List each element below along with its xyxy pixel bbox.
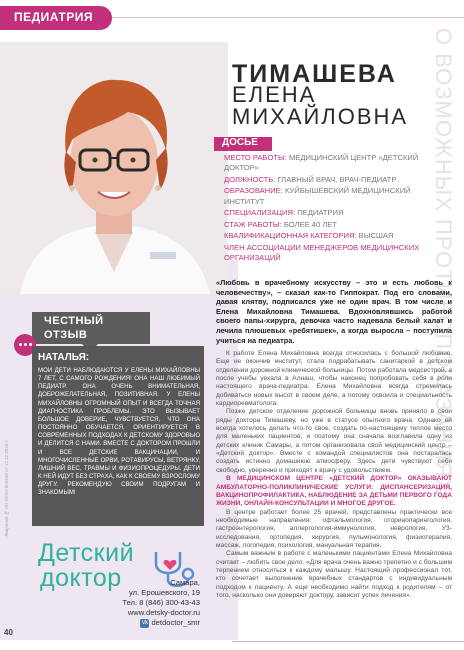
dossier-row: МЕСТО РАБОТЫ: МЕДИЦИНСКИЙ ЦЕНТР «ДЕТСКИЙ ДОКТОР» xyxy=(224,153,419,173)
portrait-photo xyxy=(0,42,228,294)
license-note: Лицензия № ЛО-63-01-004930 от 12.12.2018 г. xyxy=(4,440,9,537)
doctor-surname: ТИМАШЕВА xyxy=(232,60,397,88)
contact-site: www.detsky-doctor.ru xyxy=(127,608,200,617)
highlight-paragraph: В МЕДИЦИНСКОМ ЦЕНТРЕ «ДЕТСКИЙ ДОКТОР» ОКАЗЫВАЮТ АМБУЛАТОРНО-ПОЛИКЛИНИЧЕСКИЕ УСЛУГИ: ДИСПАНСЕРИЗАЦИЯ, ВАКЦИНОПРОФИЛАКТИКА, НАБЛЮДЕНИЕ ЗА ДЕТЬМИ ПЕРВОГО ГОДА ЖИЗНИ, ОНЛАЙН-КОНСУЛЬТАЦИИ И МНОГОЕ ДРУГОЕ. xyxy=(216,475,452,508)
body-paragraph: К работе Елена Михайловна всегда относилась с большой любовью. Еще не окончив институт, стала подрабатывать санитаркой в детском отделении дорожной клинической больницы. Потом работала медсестрой, а после учебы уехала в Алнаш, чтобы наконец попробовать себя в роли настоящего врача-педиатра. Елена Михайловна всегда стремилась добиваться новых высот в своем деле, а потому освоила и специальность кардиоревматолога. xyxy=(216,350,452,408)
bottom-rule xyxy=(232,641,464,642)
dossier-row: СПЕЦИАЛИЗАЦИЯ: ПЕДИАТРИЯ xyxy=(224,208,344,218)
contact-city: Самара, xyxy=(170,578,200,587)
dossier-row: ЧЛЕН АССОЦИАЦИИ МЕНЕДЖЕРОВ МЕДИЦИНСКИХ ОРГАНИЗАЦИЙ xyxy=(224,242,420,263)
doctor-given-name xyxy=(232,84,408,128)
review-heading: ЧЕСТНЫЙ ОТЗЫВ xyxy=(32,312,150,344)
side-vertical-text: О ВОЗМОЖНЫХ ПРОТИВОПОКАЗАНИЯХ xyxy=(431,28,456,494)
dossier-row: ОБРАЗОВАНИЕ: КУЙБЫШЕВСКИЙ МЕДИЦИНСКИЙ ИНСТИТУТ xyxy=(224,186,411,206)
contact-phone: Тел. 8 (846) 300-43-43 xyxy=(122,598,200,607)
body-paragraph: Позже детское отделение дорожной больницы вновь приняло в свои ряды доктора Тимашеву, но уже в статусе опытного врача. Однако ей всегда хотелось делать что-то свое, создать по-настоящему теплое место для маленьких пациентов, и поэтому она сначала возглавила одну из детских клиник Самары, а потом организовала свой медицинский центр – «Детский доктор». Вместе с командой специалистов она постаралась создать истинно домашнюю атмосферу. Здесь дети чувствуют себя свободно, уверенно и приходят к врачу с удовольствием. xyxy=(216,408,452,474)
contact-street: ул. Ерошевского, 19 xyxy=(129,588,200,597)
clinic-contacts xyxy=(60,578,200,628)
vk-icon: vk xyxy=(141,619,148,626)
dossier-list xyxy=(224,153,424,265)
dossier-row: ДОЛЖНОСТЬ: ГЛАВНЫЙ ВРАЧ, ВРАЧ-ПЕДИАТР xyxy=(224,174,397,184)
clinic-logo-line1: Детский xyxy=(38,539,135,567)
contact-vk: vk detdoctor_smr xyxy=(141,618,200,627)
review-text: МОИ ДЕТИ НАБЛЮДАЮТСЯ У ЕЛЕНЫ МИХАЙЛОВНЫ 7 ЛЕТ, С САМОГО РОЖДЕНИЯ! ОНА НАШ ЛЮБИМЫЙ ПЕДИАТР. ОНА ОЧЕНЬ ВНИМАТЕЛЬНАЯ, ДОБРОЖЕЛАТЕЛЬНАЯ, ПОЗИТИВНАЯ. У ЕЛЕНЫ МИХАЙЛОВНЫ ОГРОМНЫЙ ОПЫТ И ВСЕГДА ТОЧНАЯ ДИАГНОСТИКА ПРОБЛЕМЫ. ЭТО ВЫЗЫВАЕТ БОЛЬШОЕ ДОВЕРИЕ, ЧУВСТВУЕТСЯ, ЧТО ОНА ПОСТОЯННО ОБУЧАЕТСЯ, ОРИЕНТИРУЕТСЯ В СОВРЕМЕННЫХ ПОДХОДАХ К ДЕТСКОМУ ЗДОРОВЬЮ И ДЕЛИТСЯ С НАМИ. ВМЕСТЕ С ДОКТОРОМ ПРОШЛИ И ВСЕ ДЕТСКИЕ ВАКЦИНАЦИИ, И МНОГОЧИСЛЕННЫЕ ОРВИ, РОТАВИРУСЫ, ВЕТРЯНКУ, ЛИШНИЙ ВЕС, ТРАВМЫ И ФИЗИОПРОЦЕДУРЫ. ДЕТИ К НЕЙ ИДУТ БЕЗ СТРАХА, КАК К СВОЕМУ ВЗРОСЛОМУ ДРУГУ. РЕКОМЕНДУЮ СВОИМ ПОДРУГАМ И ЗНАКОМЫМ! xyxy=(38,367,201,497)
doctor-patronymic: МИХАЙЛОВНА xyxy=(232,104,409,129)
body-paragraph: В центре работает более 25 врачей, представлены практически все необходимые направления: офтальмология, оториноларингология, гастроэнтерология, аллергология-иммунология, неврология, УЗ-исследования, ортопедия, хирургия, пульмонология, физиотерапия, массаж, логопедия, психология, мануальная терапия. xyxy=(216,508,452,549)
doctor-first-name: ЕЛЕНА xyxy=(232,82,317,107)
top-rule xyxy=(112,17,464,18)
dossier-row: КВАЛИФИКАЦИОННАЯ КАТЕГОРИЯ: ВЫСШАЯ xyxy=(224,231,394,241)
rubric-title: ПЕДИАТРИЯ xyxy=(14,10,93,24)
article-body xyxy=(216,350,452,600)
page-number: 40 xyxy=(4,628,13,637)
review-author: НАТАЛЬЯ: xyxy=(38,352,90,363)
lead-paragraph: «Любовь в врачебному искусству – это и есть любовь к человечеству», – сказал как-то Гиппократ. Под его словами, давая клятву, подписался уже не один врач. В том числе и Елена Михайловна Тимашева. Вдохновлявшись работой своего папы-хирурга, девочка часто надевала белый халат и лечила плюшевых «ребятишек», а когда выросла – поступила учиться на педиатра. xyxy=(216,278,452,345)
clinic-logo-line2: доктор xyxy=(40,564,122,592)
body-paragraph: Самым важным в работе с маленькими пациентами Елена Михайловна считает – любить свое дело. «Для врача очень важно трепетно и с большим терпением относиться к каждому малышу. Настоящий профессионал тот, кто сочетает выполнение врачебных стандартов с индивидуальным подходом к пациенту. А еще необходимо найти подход к родителям – от того, насколько они доверяют доктору, зависит успех лечения». xyxy=(216,550,452,599)
dossier-row: СТАЖ РАБОТЫ: БОЛЕЕ 40 ЛЕТ xyxy=(224,219,338,229)
dossier-badge: ДОСЬЕ xyxy=(214,137,272,151)
